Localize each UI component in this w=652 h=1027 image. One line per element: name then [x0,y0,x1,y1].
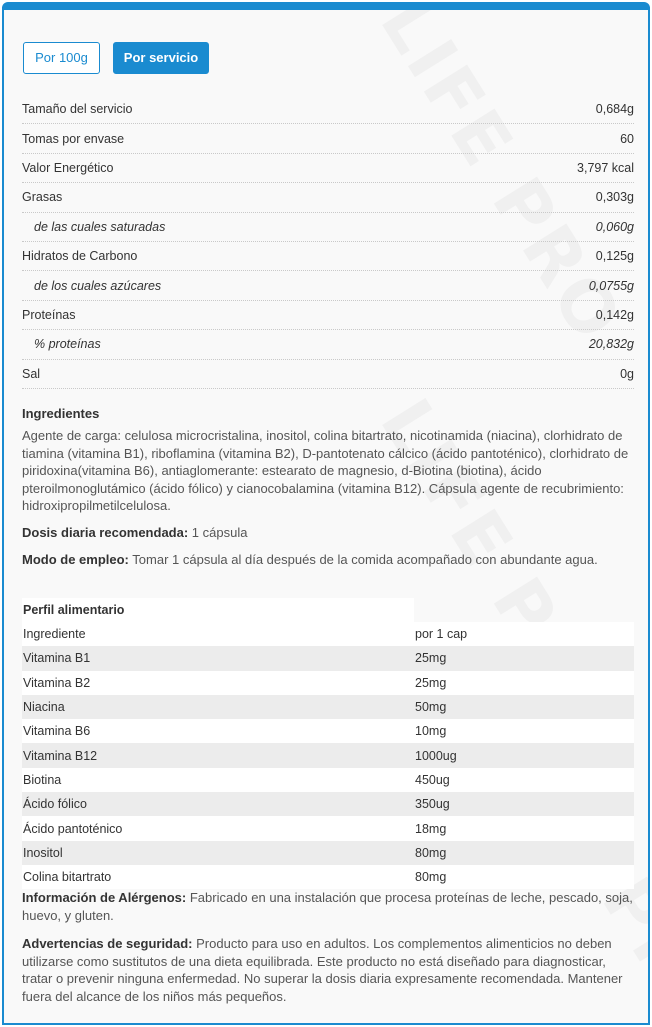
tab-per-100g[interactable]: Por 100g [23,42,100,74]
nutrition-label: Proteínas [22,307,76,322]
profile-row [22,865,634,889]
profile-ingredient: Biotina [23,772,62,787]
nutrition-value: 60 [620,131,634,146]
nutrition-row [22,124,634,153]
dose-value: 1 cápsula [191,525,248,540]
profile-row [22,768,634,792]
profile-row [22,743,634,767]
nutrition-row [22,183,634,212]
nutrition-row [22,213,634,242]
profile-ingredient: Niacina [23,700,65,715]
usage-label: Modo de empleo: [22,552,129,567]
profile-amount: 350ug [415,797,450,812]
profile-header-ingredient: Ingrediente [23,627,86,642]
nutrition-value: 0g [620,366,634,381]
profile-amount: 25mg [415,675,447,690]
allergens-info [22,889,634,924]
nutrition-label: de las cuales saturadas [34,219,166,234]
nutrition-row [22,360,634,389]
profile-title: Perfil alimentario [22,598,414,622]
profile-ingredient: Inositol [23,845,63,860]
profile-amount: 450ug [415,772,450,787]
profile-ingredient: Vitamina B12 [23,748,98,763]
nutrition-table [22,95,634,389]
allergens-value: Fabricado en una instalación que procesa proteínas de leche, pescado, soja, huevo, y gluten. [22,890,633,923]
safety-label: Advertencias de seguridad: [22,936,193,951]
nutrition-value: 0,142g [595,307,634,322]
profile-row [22,719,634,743]
usage-line [22,552,598,567]
tab-per-serving[interactable]: Por servicio [113,42,209,74]
nutrition-label: Hidratos de Carbono [22,249,138,264]
profile-row [22,646,634,670]
profile-amount: 18mg [415,821,447,836]
nutrition-label: de los cuales azúcares [34,278,162,293]
profile-ingredient: Vitamina B6 [23,724,91,739]
nutrition-label: Valor Energético [22,160,114,175]
profile-row [22,792,634,816]
profile-ingredient: Ácido fólico [23,797,87,812]
nutrition-value: 0,684g [595,102,634,117]
nutrition-row [22,154,634,183]
profile-amount: 1000ug [415,748,457,763]
nutrition-value: 3,797 kcal [577,160,634,175]
nutrition-row [22,242,634,271]
safety-value: Producto para uso en adultos. Los complementos alimenticios no deben utilizarse como sustitutos de una dieta equilibrada. Este producto no está diseñado para diagnosticar, tratar o prevenir ninguna enfermedad. No superar la dosis diaria expresamente recomendada. Mantener fuera del alcance de los niños más pequeños. [22,936,623,1004]
nutrition-label: Tomas por envase [22,131,125,146]
dose-line [22,525,247,540]
nutrition-row [22,271,634,300]
nutrition-value: 20,832g [588,337,634,352]
ingredients-title: Ingredientes [22,406,100,421]
allergens-label: Información de Alérgenos: [22,890,187,905]
nutrition-value: 0,060g [595,219,634,234]
nutrition-value: 0,125g [595,249,634,264]
profile-amount: 25mg [415,651,447,666]
profile-amount: 50mg [415,700,447,715]
profile-row [22,695,634,719]
nutrition-row [22,95,634,124]
profile-ingredient: Ácido pantoténico [23,821,123,836]
food-profile-table [22,598,634,889]
profile-amount: 10mg [415,724,447,739]
nutrition-row [22,301,634,330]
nutrition-value: 0,0755g [588,278,634,293]
profile-ingredient: Vitamina B2 [23,675,91,690]
profile-row [22,816,634,840]
nutrition-value: 0,303g [595,190,634,205]
nutrition-label: Tamaño del servicio [22,102,133,117]
profile-header-amount: por 1 cap [415,627,468,642]
nutrition-label: % proteínas [34,337,101,352]
profile-row [22,671,634,695]
dose-label: Dosis diaria recomendada: [22,525,189,540]
profile-amount: 80mg [415,870,447,885]
nutrition-row [22,330,634,359]
safety-warnings [22,935,634,1005]
nutrition-panel [2,2,650,1025]
profile-ingredient: Colina bitartrato [23,870,112,885]
profile-amount: 80mg [415,845,447,860]
nutrition-label: Grasas [22,190,63,205]
nutrition-label: Sal [22,366,41,381]
ingredients-text: Agente de carga: celulosa microcristalina, inositol, colina bitartrato, nicotinamida (niacina), clorhidrato de tiamina (vitamina B1), riboflamina (vitamina B2), D-pantotenato cálcico (ácido pantoténico), clorhidrato de piridoxina(vitamina B6), antiaglomerante: estearato de magnesio, d-Biotina (biotina), ácido pteroilmonoglutámico (ácido fólico) y cianocobalamina (vitamina B12). Cápsula agente de recubrimiento: hidroxipropilmetilcelulosa. [22,428,629,513]
usage-value: Tomar 1 cápsula al día después de la comida acompañado con abundante agua. [132,552,598,567]
profile-header-row [22,622,634,646]
profile-ingredient: Vitamina B1 [23,651,91,666]
profile-row [22,841,634,865]
